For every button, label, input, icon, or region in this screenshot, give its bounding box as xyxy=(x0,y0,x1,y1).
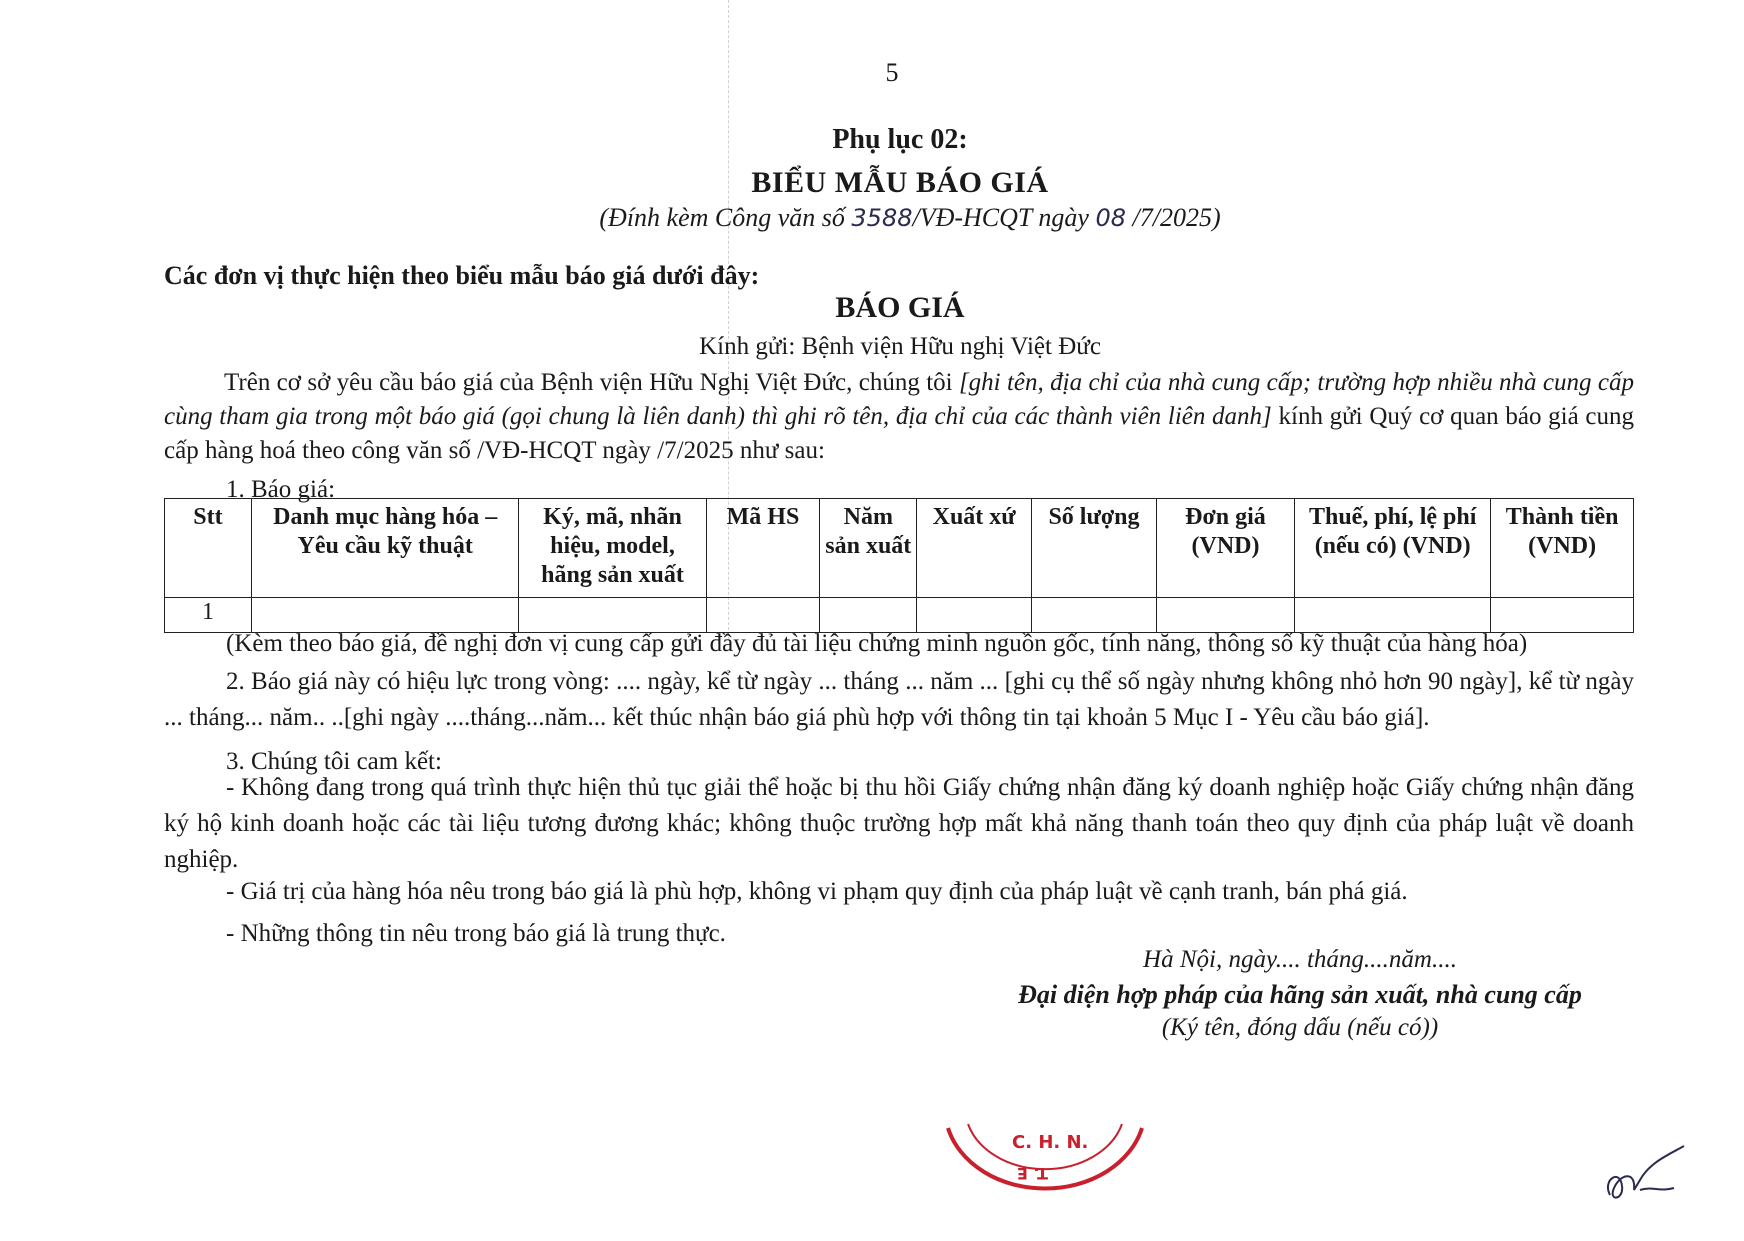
request-paragraph xyxy=(164,366,1634,468)
table-header-cell: Thành tiền (VND) xyxy=(1491,499,1634,598)
table-header-cell: Danh mục hàng hóa – Yêu cầu kỹ thuật xyxy=(251,499,518,598)
table-cell xyxy=(1295,598,1491,633)
attachment-mid: /VĐ-HCQT ngày xyxy=(912,203,1096,232)
attachment-note: (Kèm theo báo giá, đề nghị đơn vị cung cấp gửi đầy đủ tài liệu chứng minh nguồn gốc, tính năng, thông số kỹ thuật của hàng hóa) xyxy=(226,630,1528,657)
commitment-item xyxy=(164,770,1634,878)
table-header-cell: Mã HS xyxy=(706,499,820,598)
paragraph-part1: Trên cơ sở yêu cầu báo giá của Bệnh viện Hữu Nghị Việt Đức, chúng tôi xyxy=(224,369,959,396)
table-row xyxy=(165,598,1634,633)
table-cell xyxy=(820,598,917,633)
svg-text:T. E: T. E xyxy=(1016,1164,1048,1183)
table-cell xyxy=(251,598,518,633)
handwritten-day: 08 xyxy=(1095,204,1126,232)
appendix-label: Phụ lục 02: xyxy=(832,124,968,155)
table-header-row xyxy=(165,499,1634,598)
table-cell xyxy=(1032,598,1157,633)
table-header-cell: Năm sản xuất xyxy=(820,499,917,598)
section-2-validity xyxy=(164,664,1634,736)
form-title: BIỂU MẪU BÁO GIÁ xyxy=(751,166,1049,199)
table-header-cell: Thuế, phí, lệ phí (nếu có) (VND) xyxy=(1295,499,1491,598)
commitment-text: - Không đang trong quá trình thực hiện thủ tục giải thể hoặc bị thu hồi Giấy chứng nhận đăng ký doanh nghiệp hoặc Giấy chứng nhận đăng ký hộ kinh doanh hoặc các tài liệu tương đương khác; không thuộc trường hợp mất khả năng thanh toán theo quy định của pháp luật về doanh nghiệp. xyxy=(164,774,1634,873)
section-1-heading: 1. Báo giá: xyxy=(226,476,336,503)
section-2-text: 2. Báo giá này có hiệu lực trong vòng: .... ngày, kể từ ngày ... tháng ... năm ... [ghi cụ thể số ngày nhưng không nhỏ hơn 90 ngày], kể từ ngày ... tháng... năm.. ..[ghi ngày ....tháng...năm... kết thúc nhận báo giá phù hợp với thông tin tại khoản 5 Mục I - Yêu cầu báo giá]. xyxy=(164,668,1634,731)
addressee-line: Kính gửi: Bệnh viện Hữu nghị Việt Đức xyxy=(699,333,1101,360)
commitment-item: - Giá trị của hàng hóa nêu trong báo giá là phù hợp, không vi phạm quy định của pháp luật về cạnh tranh, bán phá giá. xyxy=(226,878,1408,905)
quote-title: BÁO GIÁ xyxy=(835,291,965,324)
table-header-cell: Xuất xứ xyxy=(917,499,1032,598)
signature-instruction: (Ký tên, đóng dấu (nếu có)) xyxy=(1161,1014,1439,1041)
svg-text:C. H. N.: C. H. N. xyxy=(1012,1132,1089,1153)
table-header-cell: Ký, mã, nhãn hiệu, model, hãng sản xuất xyxy=(519,499,706,598)
section-3-heading: 3. Chúng tôi cam kết: xyxy=(226,748,442,775)
table-cell xyxy=(519,598,706,633)
table-cell xyxy=(706,598,820,633)
paragraph-italic-instruction: [ghi tên, địa chỉ của nhà cung cấp; trường hợp nhiều nhà cung cấp cùng tham gia trong một báo giá (gọi chung là liên danh) thì ghi rõ tên, địa chỉ của các thành viên liên danh] xyxy=(164,369,1634,430)
intro-line: Các đơn vị thực hiện theo biểu mẫu báo giá dưới đây: xyxy=(164,261,760,290)
red-stamp-partial xyxy=(940,1118,1150,1218)
handwritten-doc-number: 3588 xyxy=(851,204,913,232)
commitment-item: - Những thông tin nêu trong báo giá là trung thực. xyxy=(226,920,726,947)
table-cell: 1 xyxy=(165,598,252,633)
table-header-cell: Đơn giá (VND) xyxy=(1156,499,1294,598)
representative-title: Đại diện hợp pháp của hãng sản xuất, nhà cung cấp xyxy=(1018,980,1582,1009)
handwritten-initials xyxy=(1600,1140,1690,1210)
quotation-table xyxy=(164,498,1634,633)
table-header-cell: Stt xyxy=(165,499,252,598)
place-date-line: Hà Nội, ngày.... tháng....năm.... xyxy=(1143,946,1457,973)
table-cell xyxy=(1156,598,1294,633)
table-cell xyxy=(1491,598,1634,633)
attachment-suffix: /7/2025) xyxy=(1126,203,1221,232)
attachment-line xyxy=(480,203,1340,233)
table-header-cell: Số lượng xyxy=(1032,499,1157,598)
page-number: 5 xyxy=(885,58,899,87)
attachment-prefix: (Đính kèm Công văn số xyxy=(599,203,852,232)
table-cell xyxy=(917,598,1032,633)
paragraph-part2: kính gửi Quý cơ quan báo giá cung cấp hàng hoá theo công văn số /VĐ-HCQT ngày /7/2025 như sau: xyxy=(164,403,1635,464)
